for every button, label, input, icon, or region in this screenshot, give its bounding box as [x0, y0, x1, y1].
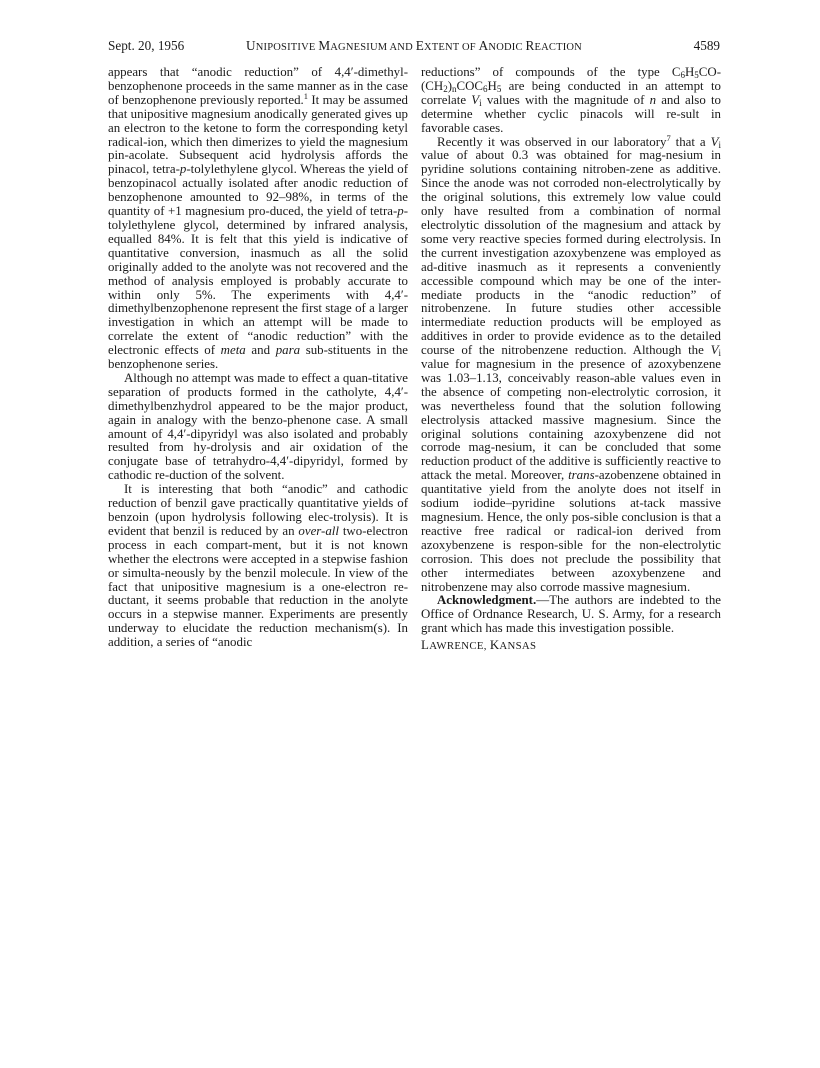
issue-date: Sept. 20, 1956 — [108, 38, 185, 53]
author-location: LAWRENCE, KANSAS — [421, 638, 537, 653]
running-title: UNIPOSITIVE MAGNESIUM AND EXTENT OF ANODIC REACTION — [246, 38, 582, 53]
page-number: 4589 — [693, 38, 720, 53]
footnote-ref: 7 — [666, 132, 671, 143]
paragraph: Recently it was observed in our laboratory$^7$ that a $V_i$ value of about 0.3 was obtained for mag-nesium in pyridine solutions containing nitroben-zene as additive. Since the anode was not corroded non-electrolytically by the original solutions, this extremely low value could only have resulted from a combination of normal electrolytic dissolution of the magnesium and attack by some very reactive species formed during electrolysis. In the current investigation azoxybenzene was employed as ad-ditive inasmuch as it represents a conveniently accessible compound which may be one of the inter-mediate products in the “anodic reduction” of nitrobenzene. In future studies other accessible intermediate reduction products will be employed as additives in order to provide evidence as to the detailed course of the nitrobenzene reduction. Although the $V_i$ value for magnesium in the presence of azoxybenzene was 1.03–1.13, conceivably reason-able values even in the absence of competing non-electrolytic corrosion, it was nevertheless found that the solution following electrolysis attacked massive magnesium. Since the original solutions containing azoxybenzene did not corrode mag-nesium, it can be concluded that some reduction product of the additive is sufficiently reactive to attack the metal. Moreover, trans-azobenzene obtained in quantitative yield from the anolyte does not itself in sodium iodide–pyridine solutions at-tack massive magnesium. Hence, the only pos-sible conclusion is that a reactive free radical or radical-ion derived from azoxybenzene is respon-sible for the non-electrolytic corrosion. This does not preclude the possibility that other intermediates between azoxybenzene and nitrobenzene may also corrode massive magnesium. — [421, 132, 721, 594]
footnote-ref: 1 — [303, 90, 309, 101]
left-column — [108, 66, 408, 650]
right-column — [421, 66, 721, 654]
acknowledgment: Acknowledgment.—The authors are indebted to the Office of Ordnance Research, U. S. Army, for a research grant which has made this investigation possible. — [421, 593, 721, 636]
paragraph: reductions” of compounds of the type $C_6H_5CO-(CH_2)_nCOC_6H_5$ are being conducted in an attempt to correlate $V_i$ values with the magnitude of n and also to determine whether cyclic pinacols will re-sult in favorable cases. — [421, 65, 721, 135]
paragraph: It is interesting that both “anodic” and cathodic reduction of benzil gave practically quantitative yields of benzoin (upon hydrolysis following elec-trolysis). It is evident that benzil is reduced by an over-all two-electron process in each compart-ment, but it is not known whether the electrons were accepted in a stepwise fashion or simulta-neously by the benzil molecule. In view of the fact that unipositive magnesium is a one-electron re-ductant, it seems probable that reduction in the anolyte occurs in a stepwise manner. Experiments are presently underway to elucidate the reduction mechanism(s). In addition, a series of “anodic — [108, 482, 408, 650]
acknowledgment-heading: Acknowledgment. — [437, 593, 537, 608]
paragraph: appears that “anodic reduction” of 4,4′-dimethyl-benzophenone proceeds in the same manner as in the case of benzophenone previously reported.$^1$ It may be assumed that unipositive magnesium anodically generated gives up an electron to the ketone to form the corresponding ketyl radical-ion, which then dimerizes to yield the magnesium pin-acolate. Subsequent acid hydrolysis affords the pinacol, tetra-p-tolylethylene glycol. Whereas the yield of benzopinacol actually isolated after anodic reduction of benzophenone amounted to 92–98%, in terms of the quantity of +1 magnesium pro-duced, the yield of tetra-p-tolylethylene glycol, determined by infrared analysis, equalled 84%. It is felt that this yield is indicative of quantitative conversion, inasmuch as all the solid originally added to the anolyte was not recovered and the method of analysis employed is probably accurate to within only 5%. The experiments with 4,4′-dimethylbenzophenone represent the first stage of a larger investigation in which an attempt will be made to correlate the extent of “anodic reduction” with the electronic effects of meta and para sub-stituents in the benzophenone series. — [108, 65, 408, 372]
page-header — [108, 38, 720, 58]
paragraph: Although no attempt was made to effect a quan-titative separation of products formed in the catholyte, 4,4′-dimethylbenzhydrol appeared to be the major product, again in analogy with the benzo-phenone case. A small amount of 4,4′-dipyridyl was also isolated and probably resulted from hy-drolysis and air oxidation of the conjugate base of tetrahydro-4,4′-dipyridyl, formed by cathodic re-duction of the solvent. — [108, 370, 408, 483]
